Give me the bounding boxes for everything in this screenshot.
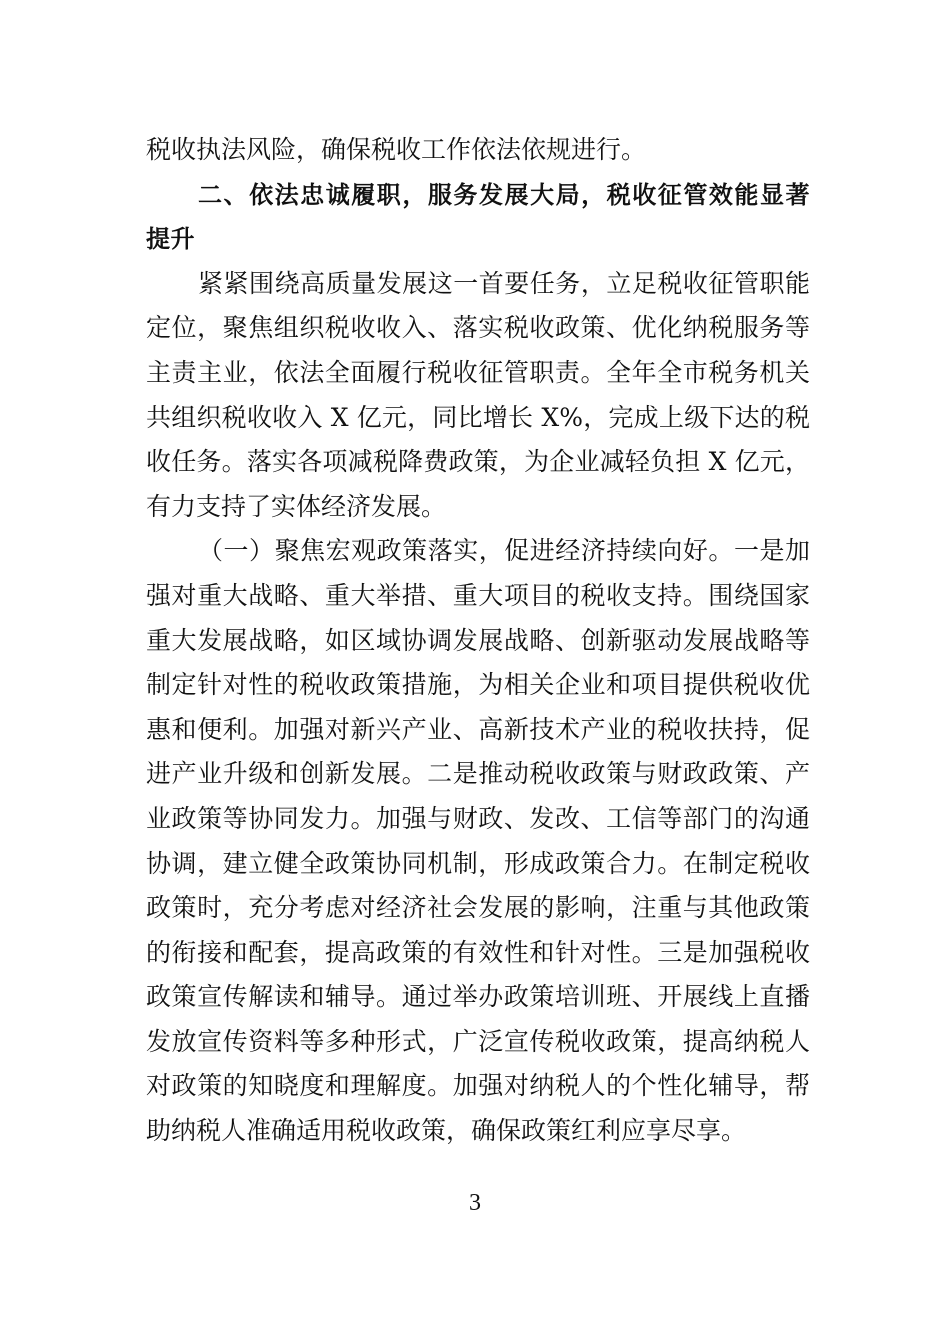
paragraph-line: 协调，建立健全政策协同机制，形成政策合力。在制定税收 [146,848,810,878]
paragraph-line: 的衔接和配套，提高政策的有效性和针对性。三是加强税收 [146,937,810,967]
section-heading: 二、依法忠诚履职，服务发展大局，税收征管效能显著 [198,180,810,209]
paragraph-line: 对政策的知晓度和理解度。加强对纳税人的个性化辅导，帮 [146,1071,810,1101]
paragraph-line: 重大发展战略，如区域协调发展战略、创新驱动发展战略等 [146,625,810,655]
paragraph-line: 共组织税收收入 X 亿元，同比增长 X%，完成上级下达的税 [146,402,810,432]
paragraph-line: 业政策等协同发力。加强与财政、发改、工信等部门的沟通 [146,803,810,833]
paragraph-line: 政策宣传解读和辅导。通过举办政策培训班、开展线上直播 [146,982,810,1012]
subsection-line: （一）聚焦宏观政策落实，促进经济持续向好。一是加 [198,536,810,566]
paragraph-line: 紧紧围绕高质量发展这一首要任务，立足税收征管职能 [198,268,810,298]
body-text [146,128,810,1154]
paragraph-line: 助纳税人准确适用税收政策，确保政策红利应享尽享。 [146,1116,747,1146]
paragraph-line: 收任务。落实各项减税降费政策，为企业减轻负担 X 亿元， [146,447,810,477]
paragraph-line: 政策时，充分考虑对经济社会发展的影响，注重与其他政策 [146,893,810,923]
paragraph-line: 强对重大战略、重大举措、重大项目的税收支持。围绕国家 [146,580,810,610]
section-heading-continued: 提升 [146,225,195,254]
paragraph-line: 主责主业，依法全面履行税收征管职责。全年全市税务机关 [146,357,810,387]
paragraph-line: 进产业升级和创新发展。二是推动税收政策与财政政策、产 [146,759,810,789]
paragraph-line: 有力支持了实体经济发展。 [146,491,447,521]
page-number: 3 [469,1190,481,1216]
paragraph-line: 税收执法风险，确保税收工作依法依规进行。 [146,135,647,164]
paragraph-line: 惠和便利。加强对新兴产业、高新技术产业的税收扶持，促 [146,714,810,744]
paragraph-line: 定位，聚焦组织税收收入、落实税收政策、优化纳税服务等 [146,313,810,343]
paragraph-line: 制定针对性的税收政策措施，为相关企业和项目提供税收优 [146,670,810,700]
paragraph-line: 发放宣传资料等多种形式，广泛宣传税收政策，提高纳税人 [146,1026,810,1056]
